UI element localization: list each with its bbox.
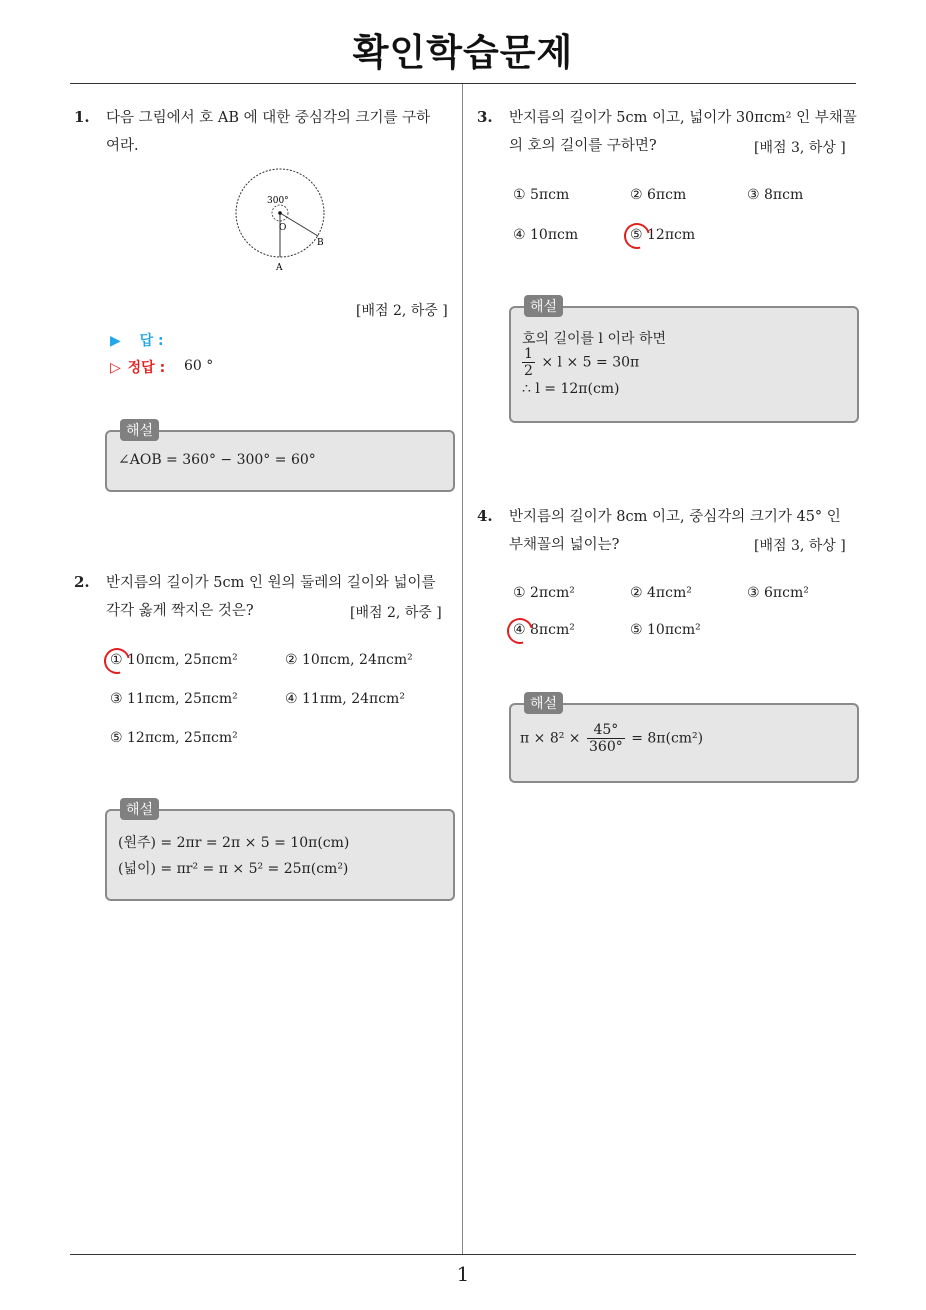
point-b-label: B xyxy=(317,238,324,248)
explanation-line1: 호의 길이를 l 이라 하면 xyxy=(522,331,666,347)
choice-5[interactable]: ⑤ 12πcm, 25πcm² xyxy=(110,730,238,746)
choice-1[interactable]: ① 10πcm, 25πcm² xyxy=(110,652,238,668)
selected-circle-mark xyxy=(99,643,135,679)
question-text-line2: 각각 옳게 짝지은 것은? xyxy=(106,603,254,619)
choice-5[interactable]: ⑤ 12πcm xyxy=(630,227,696,243)
question-text-line2: 부채꼴의 넓이는? xyxy=(509,537,620,553)
question-number: 1. xyxy=(74,108,90,126)
column-divider xyxy=(462,84,463,1255)
selected-circle-mark xyxy=(619,218,655,254)
choice-2[interactable]: ② 4πcm² xyxy=(630,585,692,601)
question-text-line1: 반지름의 길이가 8cm 이고, 중심각의 크기가 45° 인 xyxy=(509,509,841,525)
choice-4[interactable]: ④ 11πm, 24πcm² xyxy=(285,691,405,707)
selected-circle-mark xyxy=(502,613,538,649)
explanation-box xyxy=(105,809,455,901)
choice-2[interactable]: ② 10πcm, 24πcm² xyxy=(285,652,413,668)
choice-2[interactable]: ② 6πcm xyxy=(630,187,687,203)
question-text-line1: 다음 그림에서 호 AB 에 대한 중심각의 크기를 구하 xyxy=(106,110,431,126)
choice-4[interactable]: ④ 8πcm² xyxy=(513,622,575,638)
question-text-line2: 여라. xyxy=(106,138,139,154)
explanation-tag: 해설 xyxy=(524,295,563,317)
question-meta: [배점 2, 하중 ] xyxy=(350,605,442,621)
explanation-line3: ∴ l = 12π(cm) xyxy=(522,381,620,397)
choice-3[interactable]: ③ 6πcm² xyxy=(747,585,809,601)
choice-3[interactable]: ③ 11πcm, 25πcm² xyxy=(110,691,238,707)
explanation-tag: 해설 xyxy=(120,798,159,820)
explanation-line1: ∠AOB = 360° − 300° = 60° xyxy=(118,452,316,468)
question-meta: [배점 3, 하상 ] xyxy=(754,140,846,156)
question-number: 3. xyxy=(477,108,493,126)
fraction: $\frac{1}{2}$ xyxy=(524,346,533,379)
explanation-line2: $\frac{1}{2}$ × l × 5 = 30π xyxy=(524,346,640,379)
header-rule xyxy=(70,83,856,84)
question-meta: [배점 2, 하중 ] xyxy=(356,303,448,319)
play-outline-icon: ▷ xyxy=(110,360,121,376)
point-a-label: A xyxy=(276,263,283,273)
footer-rule xyxy=(70,1254,856,1255)
fraction: $\frac{45^\circ}{360^\circ}$ xyxy=(589,722,623,755)
correct-answer-row xyxy=(110,357,165,377)
correct-label: 정답 : xyxy=(127,360,166,376)
explanation-line2: (넓이) = πr² = π × 5² = 25π(cm²) xyxy=(118,861,349,877)
question-number: 4. xyxy=(477,507,493,525)
explanation-tag: 해설 xyxy=(120,419,159,441)
choice-1[interactable]: ① 2πcm² xyxy=(513,585,575,601)
angle-label: 300° xyxy=(267,196,289,206)
answer-row xyxy=(110,330,164,350)
center-label: O xyxy=(279,223,287,233)
answer-label: 답 : xyxy=(139,333,164,349)
choice-1[interactable]: ① 5πcm xyxy=(513,187,570,203)
explanation-line1: (원주) = 2πr = 2π × 5 = 10π(cm) xyxy=(118,835,350,851)
circle-figure xyxy=(225,163,335,278)
question-text-line1: 반지름의 길이가 5cm 인 원의 둘레의 길이와 넓이를 xyxy=(106,575,436,591)
explanation-line1: π × 8² × $\frac{45^\circ}{360^\circ}$ = 8π(cm²) xyxy=(520,722,704,755)
question-text-line2: 의 호의 길이를 구하면? xyxy=(509,138,657,154)
play-icon: ▶ xyxy=(110,333,121,349)
choice-5[interactable]: ⑤ 10πcm² xyxy=(630,622,701,638)
question-text-line1: 반지름의 길이가 5cm 이고, 넓이가 30πcm² 인 부채꼴 xyxy=(509,110,857,126)
explanation-tag: 해설 xyxy=(524,692,563,714)
choice-4[interactable]: ④ 10πcm xyxy=(513,227,579,243)
correct-value: 60 ° xyxy=(184,358,214,374)
page-title: 확인학습문제 xyxy=(352,31,574,74)
question-meta: [배점 3, 하상 ] xyxy=(754,538,846,554)
question-number: 2. xyxy=(74,573,90,591)
choice-3[interactable]: ③ 8πcm xyxy=(747,187,804,203)
page-number: 1 xyxy=(456,1262,470,1286)
center-point xyxy=(278,211,282,215)
